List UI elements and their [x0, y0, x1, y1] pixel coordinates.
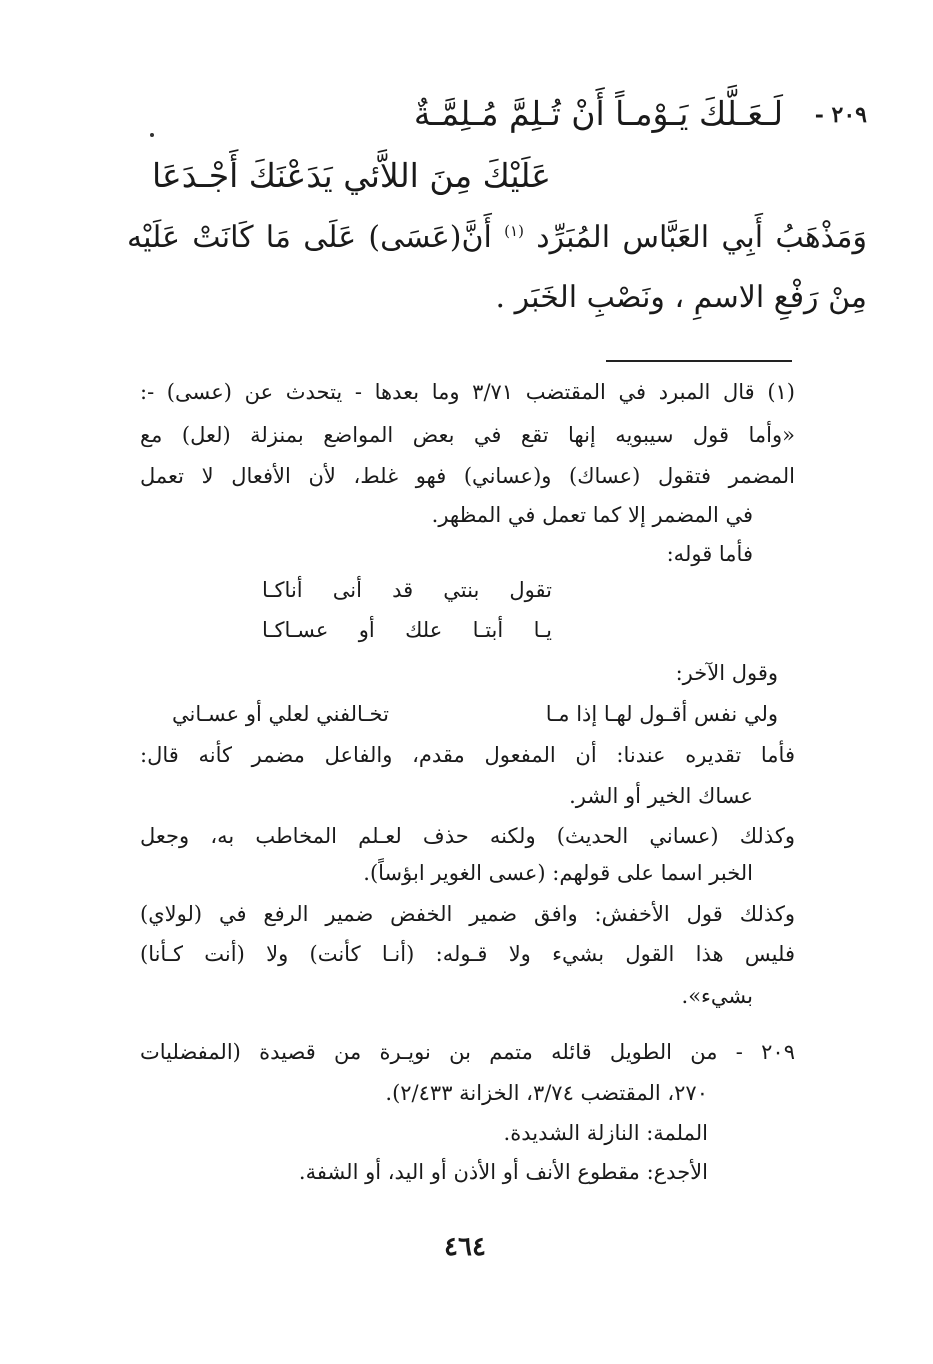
footnote-line: فليس هذا القول بشيء ولا قـوله: (أنـا كأنت) ولا (أنت كـأنا): [140, 942, 795, 966]
footnote-line: في المضمر إلا كما تعمل في المظهر.: [431, 503, 753, 527]
body-line-1: [127, 220, 867, 255]
verse-line-1: لَـعَـلَّكَ يَـوْمـاً أَنْ تُـلِمَّ مُـلِمَّـةٌ: [413, 94, 783, 133]
footnote-ref[interactable]: (١): [504, 222, 524, 240]
page-number: ٤٦٤: [444, 1232, 486, 1262]
footnote-line: الخبر اسما على قولهم: (عسى الغوير ابؤساً).: [363, 861, 753, 885]
footnote-divider: [606, 360, 792, 362]
footnote-line: (١) قال المبرد في المقتضب ٣/٧١ وما بعدها - يتحدث عن (عسى) -:: [140, 380, 795, 404]
verse-number: ٢٠٩ -: [814, 102, 867, 128]
footnote-line: «وأما قول سيبويه إنها تقع في بعض المواضع بمنزلة (لعل) مع: [140, 423, 795, 447]
footnote-line: بشيء».: [681, 984, 753, 1008]
poem-line: تقول بنتي قد أنى أناكـا: [262, 578, 552, 602]
body-line-2: مِنْ رَفْعِ الاسمِ ، ونَصْبِ الخَبَر .: [495, 280, 867, 315]
verse-note-line: ٢٧٠، المقتضب ٣/٧٤، الخزانة ٢/٤٣٣).: [385, 1081, 708, 1105]
verse-note-line: الأجدع: مقطوع الأنف أو الأذن أو اليد، أو الشفة.: [298, 1160, 708, 1184]
verse-note-line: ٢٠٩ - من الطويل قائله متمم بن نويـرة من قصيدة (المفضليات: [140, 1040, 795, 1064]
footnote-line: المضمر فتقول (عساك) و(عساني) فهو غلط، لأن الأفعال لا تعمل: [140, 464, 795, 488]
print-speck: [150, 133, 154, 137]
footnote-line: فأما تقديره عندنا: أن المفعول مقدم، والفاعل مضمر كأنه قال:: [140, 743, 795, 767]
poem-hemistich-right: ولي نفس أقـول لهـا إذا مـا: [545, 702, 778, 726]
body-text: أَنَّ(عَسَى) عَلَى مَا كَانَتْ عَلَيْه: [127, 220, 492, 255]
footnote-line: وكذلك (عساني الحديث) ولكنه حذف لعـلم المخاطب به، وجعل: [140, 824, 795, 848]
poem-hemistich-left: تخـالفني لعلي أو عسـاني: [172, 702, 389, 726]
footnote-line: وقول الآخر:: [675, 661, 778, 685]
footnote-line: وكذلك قول الأخفش: وافق ضمير الخفض ضمير الرفع في (لولاي): [140, 902, 795, 926]
body-text: وَمَذْهَبُ أَبِي العَبَّاس المُبَرِّد: [536, 220, 867, 255]
poem-line: يـا أبتـا علك أو عسـاكـا: [262, 618, 552, 642]
verse-note-line: الملمة: النازلة الشديدة.: [503, 1121, 708, 1145]
verse-line-2: عَلَيْكَ مِنَ اللاَّئي يَدَعْنَكَ أَجْـدَعَا: [151, 156, 551, 195]
footnote-line: عساك الخير أو الشر.: [569, 784, 753, 808]
footnote-line: فأما قوله:: [666, 542, 753, 566]
